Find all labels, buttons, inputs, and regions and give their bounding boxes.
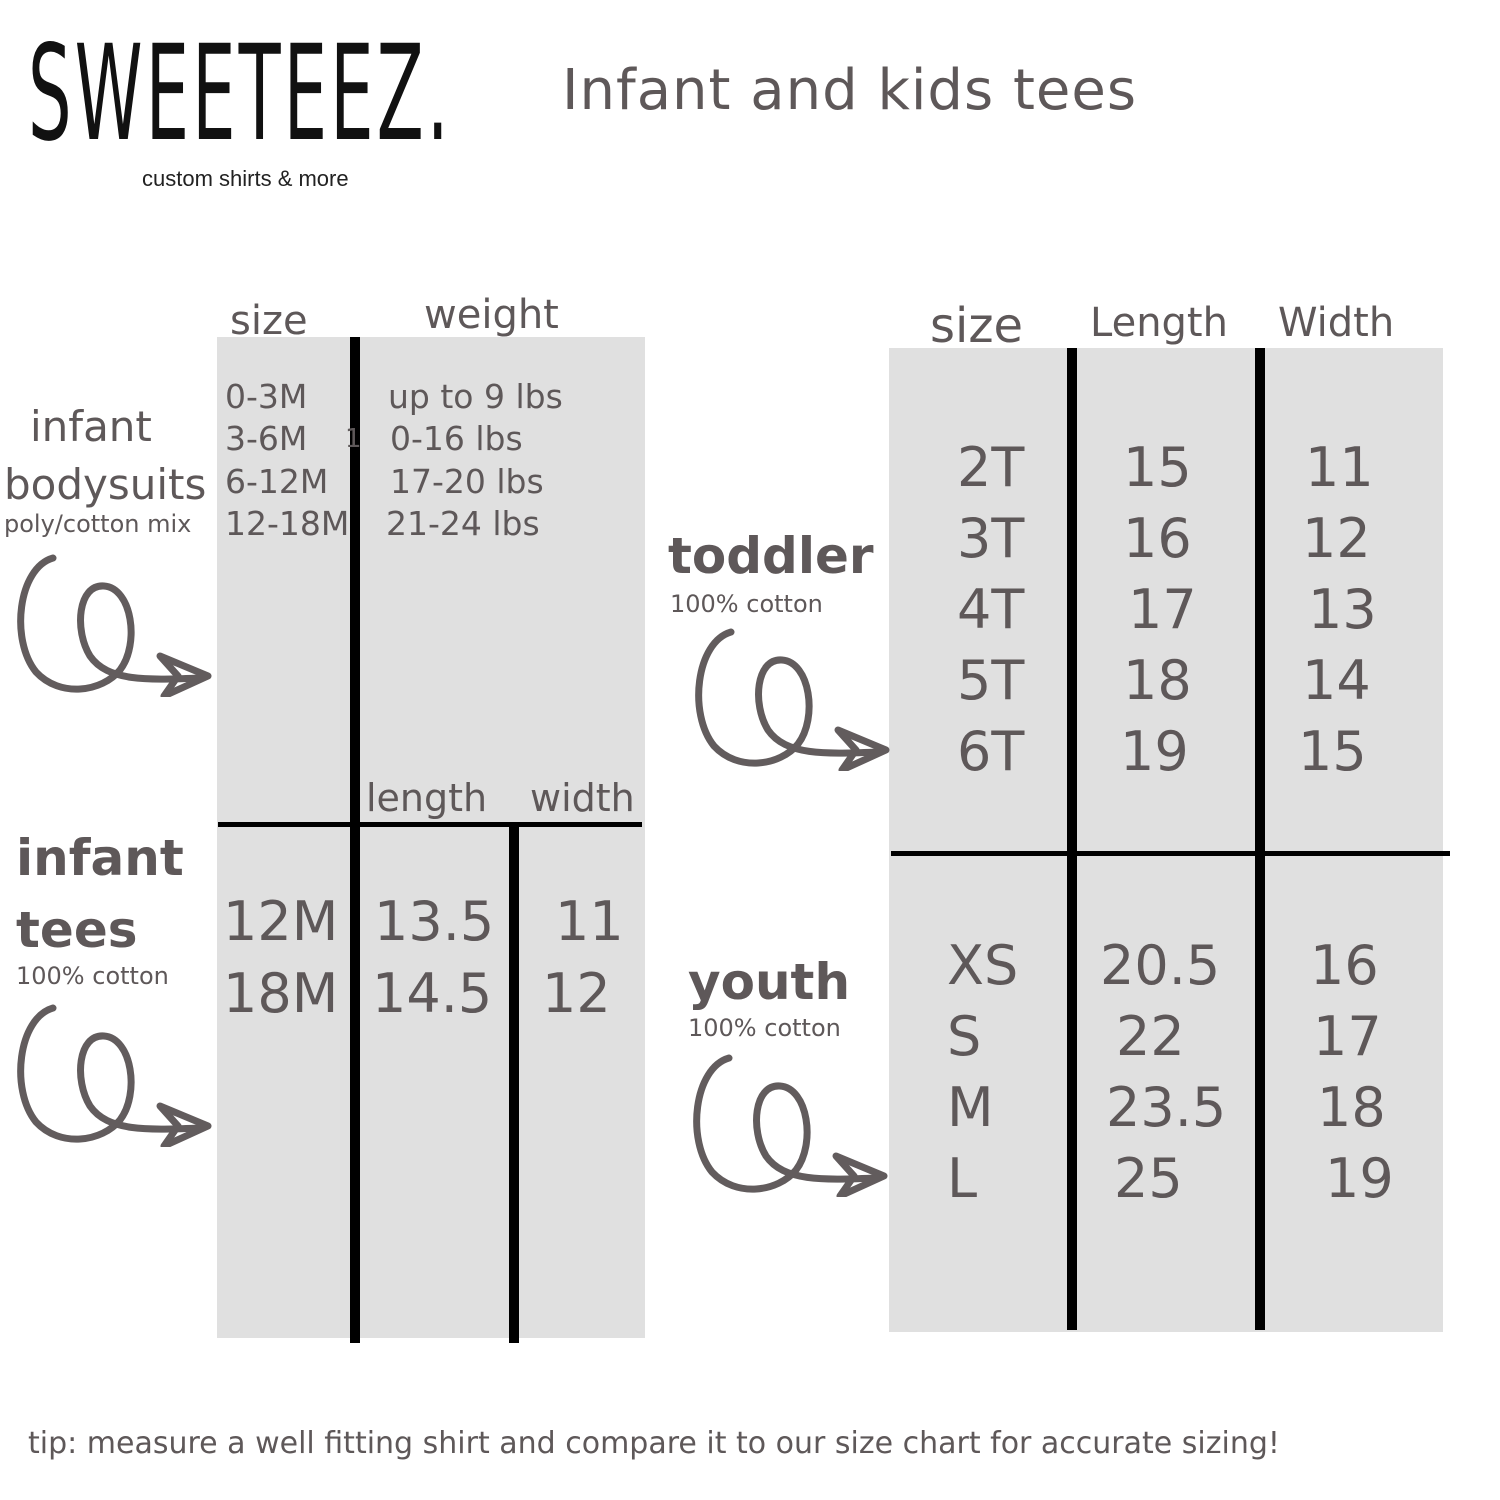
bodysuits-size-1: 3-6M (225, 419, 308, 458)
tees-header-length: length (366, 776, 488, 820)
youth-width-0: 16 (1310, 934, 1379, 997)
bodysuits-size-2: 6-12M (225, 462, 329, 501)
bodysuits-label-line1: infant (30, 402, 152, 451)
kids-chart-divider-length (1067, 348, 1077, 1330)
toddler-length-3: 18 (1123, 649, 1192, 712)
bodysuits-weight-3: 21-24 lbs (386, 504, 540, 543)
bodysuits-header-size: size (230, 298, 308, 344)
bodysuits-weight-2: 17-20 lbs (390, 462, 544, 501)
curly-arrow-icon (8, 1002, 218, 1147)
toddler-width-3: 14 (1302, 649, 1371, 712)
tees-size-0: 12M (223, 890, 339, 953)
brand-logo: SWEETEEZ. (28, 17, 452, 171)
tees-length-0: 13.5 (374, 890, 495, 953)
toddler-size-0: 2T (957, 436, 1025, 499)
infant-tees-divider-width (509, 825, 519, 1343)
toddler-width-4: 15 (1298, 720, 1367, 783)
toddler-size-4: 6T (957, 720, 1025, 783)
toddler-label: toddler (668, 527, 874, 585)
youth-width-1: 17 (1313, 1005, 1382, 1068)
tees-header-width: width (530, 776, 635, 820)
tees-fabric: 100% cotton (16, 962, 169, 990)
toddler-width-2: 13 (1308, 578, 1377, 641)
brand-tagline: custom shirts & more (142, 166, 349, 191)
tees-label-line2: tees (16, 901, 138, 959)
toddler-length-2: 17 (1128, 578, 1197, 641)
youth-length-1: 22 (1116, 1005, 1185, 1068)
kids-header-width: Width (1278, 300, 1395, 346)
bodysuits-size-3: 12-18M (225, 504, 350, 543)
bodysuits-label-line2: bodysuits (4, 460, 207, 509)
youth-size-2: M (947, 1076, 994, 1139)
toddler-width-1: 12 (1302, 507, 1371, 570)
youth-width-2: 18 (1317, 1076, 1386, 1139)
kids-chart-divider-width (1255, 348, 1265, 1330)
youth-width-3: 19 (1325, 1147, 1394, 1210)
page-title: Infant and kids tees (562, 58, 1137, 123)
kids-header-length: Length (1090, 300, 1228, 346)
toddler-width-0: 11 (1305, 436, 1374, 499)
curly-arrow-icon (684, 1052, 894, 1197)
kids-header-size: size (930, 298, 1024, 354)
youth-fabric: 100% cotton (688, 1014, 841, 1042)
toddler-size-3: 5T (957, 649, 1025, 712)
infant-chart-section-divider (218, 822, 642, 827)
tees-size-1: 18M (223, 962, 339, 1025)
toddler-fabric: 100% cotton (670, 590, 823, 618)
youth-size-0: XS (947, 934, 1019, 997)
tees-width-1: 12 (542, 962, 611, 1025)
bodysuits-fabric: poly/cotton mix (4, 510, 192, 538)
youth-length-2: 23.5 (1106, 1076, 1227, 1139)
infant-chart-divider-main (350, 337, 360, 1343)
toddler-length-0: 15 (1123, 436, 1192, 499)
tees-width-0: 11 (555, 890, 624, 953)
sizing-tip: tip: measure a well fitting shirt and compare it to our size chart for accurate sizing! (28, 1426, 1280, 1461)
kids-chart-section-divider (891, 851, 1450, 856)
youth-size-1: S (947, 1005, 982, 1068)
toddler-length-1: 16 (1123, 507, 1192, 570)
toddler-size-2: 4T (957, 578, 1025, 641)
youth-label: youth (688, 953, 851, 1011)
tees-label-line1: infant (16, 829, 184, 887)
youth-length-3: 25 (1114, 1147, 1183, 1210)
toddler-size-1: 3T (957, 507, 1025, 570)
youth-length-0: 20.5 (1100, 934, 1221, 997)
curly-arrow-icon (686, 626, 896, 771)
bodysuits-stray-mark: 1 (345, 424, 362, 454)
bodysuits-weight-1: 0-16 lbs (390, 419, 523, 458)
tees-length-1: 14.5 (372, 962, 493, 1025)
bodysuits-size-0: 0-3M (225, 377, 308, 416)
bodysuits-weight-0: up to 9 lbs (388, 377, 563, 416)
bodysuits-header-weight: weight (424, 292, 559, 338)
youth-size-3: L (947, 1147, 978, 1210)
curly-arrow-icon (8, 552, 218, 697)
toddler-length-4: 19 (1120, 720, 1189, 783)
